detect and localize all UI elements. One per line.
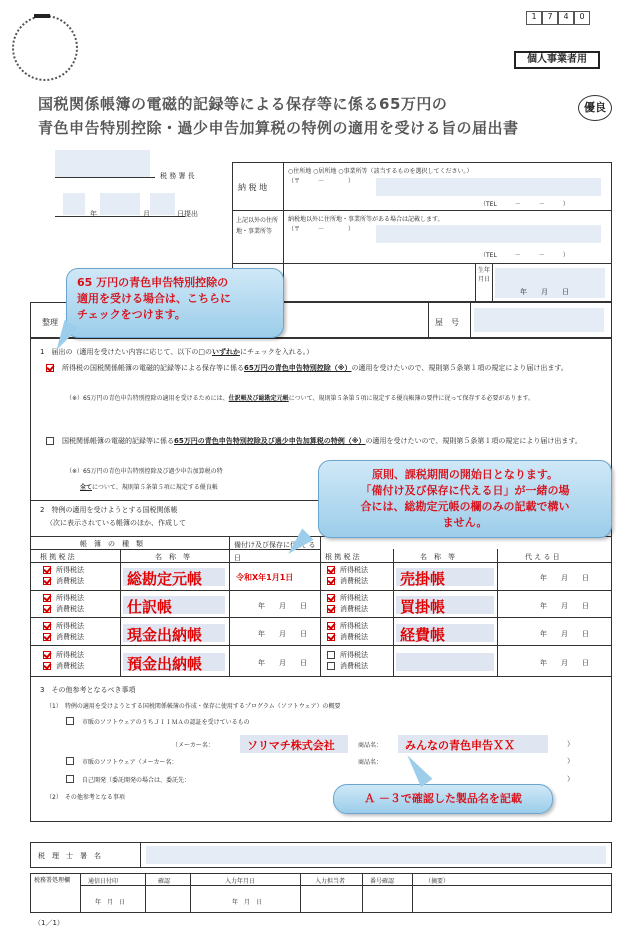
birth-label: 生年月日 <box>478 267 491 283</box>
tax-accountant-field[interactable] <box>146 846 606 864</box>
form-number-digit: 7 <box>542 11 558 25</box>
office-col-header: 入力担当者 <box>315 878 346 885</box>
form-number-digit: 1 <box>526 11 542 25</box>
period-line: 原則、課税期間の開始日となります。 <box>371 468 559 481</box>
submit-year-field[interactable] <box>63 193 85 215</box>
consumption-tax-label: 消費税法 <box>340 633 368 641</box>
col-name2-header: 名 称 等 <box>420 553 455 561</box>
option1-text: 所得税の国税関係帳簿の電磁的記録等による保存等に係る65万円の青色申告特別控除（※）の適用を受けたいので、規則第５条第１項の規定により届け出ます。 <box>62 364 568 372</box>
income-tax-label: 所得税法 <box>340 566 368 574</box>
income-tax-label: 所得税法 <box>56 651 84 659</box>
office-col-header: 番号確認 <box>370 878 395 885</box>
income-tax-label: 所得税法 <box>56 566 84 574</box>
market-product-label: 商品名： <box>358 759 383 766</box>
date-month-label: 月 <box>143 210 150 218</box>
ledger-date-placeholder[interactable]: 年 月 日 <box>540 630 589 638</box>
tax-accountant-label: 税 理 士 署 名 <box>38 852 101 860</box>
self-dev-option: 自己開発（委託開発の場合は、委託先： <box>82 777 191 784</box>
date-day-label: 日提出 <box>177 210 198 218</box>
income-tax-label: 所得税法 <box>340 651 368 659</box>
office-name-field[interactable] <box>55 150 150 178</box>
office-col-header: 入力年月日 <box>225 878 256 885</box>
ledger-date-placeholder[interactable]: 年 月 日 <box>540 574 589 582</box>
consumption-tax-label: 消費税法 <box>56 662 84 670</box>
office-col-header: （摘要） <box>425 878 450 885</box>
page-indicator: （1／1） <box>34 919 64 927</box>
org-label: 整理 <box>42 318 58 327</box>
option2-note: （※）65万円の青色申告特別控除及び過少申告加算税の特 <box>66 468 223 475</box>
page-title <box>38 93 578 138</box>
consumption-tax-checkbox[interactable] <box>327 662 335 670</box>
birth-value: 年 月 日 <box>520 288 569 296</box>
other-address-tel: （TEL － － ） <box>480 252 569 259</box>
section3-item2: （2） その他参考となる事項 <box>46 794 125 801</box>
stamp-black-tab <box>34 14 50 18</box>
ledger-name[interactable]: 買掛帳 <box>400 598 446 616</box>
consumption-tax-checkbox[interactable] <box>327 577 335 585</box>
ledger-date-placeholder[interactable]: 年 月 日 <box>540 659 589 667</box>
col-tax2-header: 根 拠 税 法 <box>325 553 360 561</box>
consumption-tax-label: 消費税法 <box>56 633 84 641</box>
ledger-name[interactable]: 経費帳 <box>400 626 446 644</box>
income-tax-label: 所得税法 <box>340 594 368 602</box>
address-field[interactable] <box>376 178 601 196</box>
address-options[interactable]: ○住所地 ○居所地 ○事業所等（該当するものを選択してください。） <box>288 168 473 175</box>
section2-subheading: （次に表示されている帳簿のほか、作成して <box>46 519 186 527</box>
check-hint-line: チェックをつけます。 <box>77 308 186 321</box>
consumption-tax-label: 消費税法 <box>56 577 84 585</box>
other-address-postal: （〒 － ） <box>288 226 355 233</box>
receipt-stamp-area <box>12 15 78 81</box>
trade-label: 屋 号 <box>435 318 459 327</box>
option2-note2: 全てについて、規則第５条第５項に規定する優良帳 <box>80 484 218 491</box>
income-tax-checkbox[interactable] <box>327 566 335 574</box>
ledger-date-placeholder[interactable]: 年 月 日 <box>258 659 307 667</box>
submit-day-field[interactable] <box>150 193 175 215</box>
office-use-label: 税務署処理欄 <box>34 877 71 884</box>
consumption-tax-checkbox[interactable] <box>43 605 51 613</box>
ledger-name[interactable]: 仕訳帳 <box>127 598 173 616</box>
close-paren: ） <box>567 740 574 748</box>
market-checkbox[interactable] <box>66 757 74 765</box>
product-value[interactable]: みんなの青色申告ＸＸ <box>405 739 515 752</box>
office-suffix: 税 務 署 長 <box>160 172 195 180</box>
consumption-tax-label: 消費税法 <box>340 577 368 585</box>
consumption-tax-checkbox[interactable] <box>43 633 51 641</box>
consumption-tax-checkbox[interactable] <box>43 577 51 585</box>
maker-label: （メーカー名： <box>172 742 214 749</box>
market-option: 市販のソフトウェア（メーカー名： <box>82 759 178 766</box>
income-tax-checkbox[interactable] <box>43 622 51 630</box>
check-hint-line: 65 万円の青色申告特別控除の <box>77 276 229 289</box>
income-tax-checkbox[interactable] <box>43 594 51 602</box>
other-address-label: 上記以外の住所地・事業所等 <box>236 217 279 235</box>
income-tax-checkbox[interactable] <box>327 651 335 659</box>
ledger-date-placeholder[interactable]: 年 月 日 <box>258 602 307 610</box>
col-tax-header: 根 拠 税 法 <box>40 553 75 561</box>
income-tax-label: 所得税法 <box>56 622 84 630</box>
col-date2-header: 代 え る 日 <box>525 553 560 561</box>
product-hint-text: Ａ －３で確認した製品名を記載 <box>364 792 522 805</box>
office-col-header: 通信日付印 <box>88 878 119 885</box>
date-year-label: 年 <box>90 210 97 218</box>
consumption-tax-checkbox[interactable] <box>43 662 51 670</box>
period-line: ません。 <box>442 516 488 529</box>
section3-heading: 3 その他参考となるべき事項 <box>40 686 136 694</box>
title-line-1: 国税関係帳簿の電磁的記録等による保存等に係る65万円の <box>38 95 448 113</box>
option2-checkbox[interactable] <box>46 437 54 445</box>
office-col-header: 確認 <box>158 878 171 885</box>
category-label: 個人事業者用 <box>514 51 600 69</box>
ledger-date[interactable]: 令和X年1月1日 <box>236 573 294 582</box>
address-postal: （〒 － ） <box>288 178 355 185</box>
self-close-paren: ） <box>567 775 574 783</box>
market-close-paren: ） <box>567 757 574 765</box>
product-label: 商品名： <box>358 742 383 749</box>
other-address-note: 納税地以外に住所地・事業所等がある場合は記載します。 <box>288 216 444 223</box>
income-tax-checkbox[interactable] <box>43 651 51 659</box>
col-date-header: 備付け及び保存に代 え る 日 <box>234 541 316 562</box>
consumption-tax-checkbox[interactable] <box>327 633 335 641</box>
section1-heading: 1 届出の（適用を受けたい内容に応じて、以下の□のいずれかにチェックを入れる。） <box>40 348 314 356</box>
check-hint-callout <box>66 268 284 338</box>
ledger-name[interactable]: 売掛帳 <box>400 570 446 588</box>
address-label: 納 税 地 <box>238 183 268 192</box>
office-ymd-2: 年 月 日 <box>232 899 263 906</box>
self-dev-checkbox[interactable] <box>66 775 74 783</box>
income-tax-checkbox[interactable] <box>327 594 335 602</box>
title-line-2: 青色申告特別控除・過少申告加算税の特例の適用を受ける旨の届出書 <box>38 119 519 137</box>
maker-value[interactable]: ソリマチ株式会社 <box>247 739 335 752</box>
col-books-header: 帳 簿 の 種 類 <box>80 540 143 548</box>
ledger-name[interactable]: 預金出納帳 <box>127 655 203 673</box>
address-tel: （TEL － － ） <box>480 201 569 208</box>
income-tax-checkbox[interactable] <box>43 566 51 574</box>
jiima-checkbox[interactable] <box>66 717 74 725</box>
section3-item1: （1） 特例の適用を受けようとする国税関係帳簿の作成・保存に使用するプログラム（ソフトウェア）の概要 <box>46 703 341 710</box>
ledger-name[interactable]: 総勘定元帳 <box>127 570 203 588</box>
priority-badge: 優良 <box>578 95 612 121</box>
income-tax-label: 所得税法 <box>340 622 368 630</box>
trade-field[interactable] <box>474 308 604 332</box>
form-number-digit: 0 <box>574 11 590 25</box>
ledger-date-placeholder[interactable]: 年 月 日 <box>540 602 589 610</box>
product-hint-callout <box>333 784 553 814</box>
option1-note: （※）65万円の青色申告特別控除の適用を受けるためには、仕訳帳及び総勘定元帳について、規則第５条第５項に規定する優良帳簿の要件に従って保存する必要があります。 <box>66 395 534 402</box>
other-address-field[interactable] <box>376 225 601 243</box>
form-number-digit: 4 <box>558 11 574 25</box>
period-line: 「備付け及び保存に代える日」が一緒の場 <box>360 484 570 497</box>
office-ymd: 年 月 日 <box>95 899 126 906</box>
submit-month-field[interactable] <box>100 193 140 215</box>
income-tax-checkbox[interactable] <box>327 622 335 630</box>
jiima-option: 市販のソフトウェアのうちＪＩＩＭＡの認証を受けているもの <box>82 719 250 726</box>
consumption-tax-label: 消費税法 <box>340 662 368 670</box>
ledger-date-placeholder[interactable]: 年 月 日 <box>258 630 307 638</box>
option1-checkbox[interactable] <box>46 364 54 372</box>
section2-heading: 2 特例の適用を受けようとする国税関係帳 <box>40 506 178 514</box>
ledger-name[interactable]: 現金出納帳 <box>127 626 203 644</box>
income-tax-label: 所得税法 <box>56 594 84 602</box>
period-line: 合には、総勘定元帳の欄のみの記載で構い <box>360 500 570 513</box>
check-hint-line: 適用を受ける場合は、こちらに <box>77 292 231 305</box>
consumption-tax-checkbox[interactable] <box>327 605 335 613</box>
period-callout <box>318 460 612 538</box>
col-name-header: 名 称 等 <box>155 553 190 561</box>
consumption-tax-label: 消費税法 <box>340 605 368 613</box>
consumption-tax-label: 消費税法 <box>56 605 84 613</box>
option2-text: 国税関係帳簿の電磁的記録等に係る65万円の青色申告特別控除及び過少申告加算税の特例（※）の適用を受けたいので、規則第５条第１項の規定により届け出ます。 <box>62 437 582 445</box>
